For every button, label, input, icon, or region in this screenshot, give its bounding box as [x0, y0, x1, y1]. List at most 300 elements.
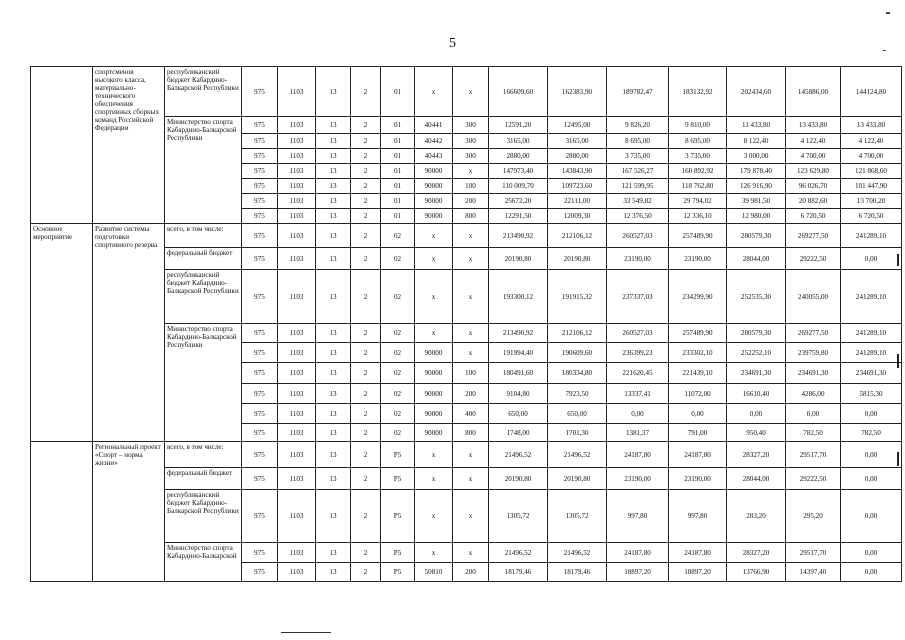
cell: 975 — [242, 117, 278, 134]
cell: 23190,00 — [669, 248, 727, 270]
cell: 0,00 — [841, 468, 902, 490]
cell: 100 — [453, 179, 489, 194]
cell: 2 — [351, 490, 381, 543]
cell: x — [415, 442, 453, 468]
cell: 0,00 — [841, 543, 902, 563]
cell: 2 — [351, 543, 381, 563]
cell: 12 980,00 — [727, 209, 786, 224]
cell: 234691,30 — [841, 363, 902, 384]
cell: 1103 — [278, 404, 316, 424]
footer-line — [281, 632, 331, 633]
cell: 1103 — [278, 179, 316, 194]
cell: 02 — [381, 343, 415, 363]
cell: 3 735,00 — [669, 149, 727, 164]
cell: 2 — [351, 149, 381, 164]
cell: 2 — [351, 209, 381, 224]
cell: 1103 — [278, 424, 316, 442]
cell: 25672,20 — [489, 194, 548, 209]
cell: 213490,92 — [489, 224, 548, 248]
cell: 191994,40 — [489, 343, 548, 363]
cell: 13 433,80 — [786, 117, 841, 134]
cell: 2880,00 — [548, 149, 607, 164]
cell: 975 — [242, 324, 278, 343]
cell: 18179,46 — [489, 563, 548, 582]
cell: 13 700,20 — [841, 194, 902, 209]
cell: 2 — [351, 67, 381, 117]
cell: 0,00 — [727, 404, 786, 424]
cell: 02 — [381, 324, 415, 343]
cell: 2 — [351, 324, 381, 343]
cell: 237337,03 — [607, 270, 669, 324]
cell: 20190,80 — [489, 248, 548, 270]
cell: 280579,30 — [727, 324, 786, 343]
cell: 1103 — [278, 563, 316, 582]
cell: Министерство спорта Кабардино-Балкарской Республики — [165, 117, 242, 224]
cell: 01 — [381, 194, 415, 209]
cell: 791,00 — [669, 424, 727, 442]
cell: 212106,12 — [548, 324, 607, 343]
cell: 01 — [381, 117, 415, 134]
cell: x — [453, 324, 489, 343]
cell: 975 — [242, 563, 278, 582]
cell: 239759,80 — [786, 343, 841, 363]
cell: 1305,72 — [489, 490, 548, 543]
cell: 12591,20 — [489, 117, 548, 134]
cell: x — [453, 164, 489, 179]
cell: 236399,23 — [607, 343, 669, 363]
cell: 12495,00 — [548, 117, 607, 134]
cell: 01 — [381, 179, 415, 194]
cell: 257489,90 — [669, 324, 727, 343]
cell: x — [453, 543, 489, 563]
cell: 5815,30 — [841, 384, 902, 404]
cell: 4286,00 — [786, 384, 841, 404]
cell: 650,00 — [489, 404, 548, 424]
cell: 121 868,60 — [841, 164, 902, 179]
cell: 3165,00 — [489, 134, 548, 149]
cell: x — [415, 490, 453, 543]
cell: 997,80 — [607, 490, 669, 543]
cell: 90000 — [415, 363, 453, 384]
cell: 13 — [316, 442, 351, 468]
cell: 12 376,50 — [607, 209, 669, 224]
cell: 260527,03 — [607, 224, 669, 248]
cell: x — [415, 248, 453, 270]
cell: 0,00 — [841, 490, 902, 543]
cell: 2 — [351, 563, 381, 582]
cell: 50810 — [415, 563, 453, 582]
cell: 167 526,27 — [607, 164, 669, 179]
cell: 13 — [316, 134, 351, 149]
cell: 202434,60 — [727, 67, 786, 117]
cell: 21496,52 — [548, 543, 607, 563]
cell: 2 — [351, 424, 381, 442]
scan-mark — [886, 12, 890, 14]
cell: Региональный проект «Спорт – норма жизни» — [93, 442, 165, 582]
cell: 13337,41 — [607, 384, 669, 404]
table-row — [31, 442, 902, 468]
cell: 975 — [242, 424, 278, 442]
cell — [31, 442, 93, 582]
cell: 975 — [242, 248, 278, 270]
cell: x — [415, 224, 453, 248]
cell: 29222,50 — [786, 248, 841, 270]
cell: 13 — [316, 384, 351, 404]
cell: 4 122,40 — [786, 134, 841, 149]
cell: 0,00 — [669, 404, 727, 424]
cell: 28327,20 — [727, 442, 786, 468]
cell: 975 — [242, 164, 278, 179]
cell: 200 — [453, 384, 489, 404]
cell: 1103 — [278, 149, 316, 164]
cell: 975 — [242, 468, 278, 490]
cell: 241289,10 — [841, 324, 902, 343]
cell: 997,80 — [669, 490, 727, 543]
cell: 800 — [453, 424, 489, 442]
cell: 90000 — [415, 343, 453, 363]
cell: 233302,10 — [669, 343, 727, 363]
cell: 02 — [381, 404, 415, 424]
cell: 252535,30 — [727, 270, 786, 324]
cell: 121 599,95 — [607, 179, 669, 194]
cell: 13 — [316, 363, 351, 384]
cell: 29222,50 — [786, 468, 841, 490]
cell: 782,50 — [841, 424, 902, 442]
cell: 200 — [453, 563, 489, 582]
cell: 90000 — [415, 164, 453, 179]
cell: x — [453, 490, 489, 543]
cell: 22111,00 — [548, 194, 607, 209]
cell: 2 — [351, 134, 381, 149]
cell: 179 878,40 — [727, 164, 786, 179]
cell: 4 700,00 — [841, 149, 902, 164]
cell: 1748,00 — [489, 424, 548, 442]
cell: 11072,00 — [669, 384, 727, 404]
cell: 02 — [381, 424, 415, 442]
cell: 02 — [381, 363, 415, 384]
cell: 02 — [381, 248, 415, 270]
cell: 1103 — [278, 117, 316, 134]
cell: 234691,30 — [727, 363, 786, 384]
cell: 23190,00 — [607, 248, 669, 270]
cell: 24187,80 — [607, 442, 669, 468]
cell: 12009,30 — [548, 209, 607, 224]
cell: 234691,30 — [786, 363, 841, 384]
cell: 2 — [351, 248, 381, 270]
cell: 13 — [316, 209, 351, 224]
cell: 183132,92 — [669, 67, 727, 117]
cell: 1103 — [278, 468, 316, 490]
cell: 975 — [242, 134, 278, 149]
cell: 975 — [242, 384, 278, 404]
cell: 975 — [242, 224, 278, 248]
cell: 12291,50 — [489, 209, 548, 224]
cell: 0,00 — [841, 563, 902, 582]
cell: 300 — [453, 134, 489, 149]
cell: 13 — [316, 67, 351, 117]
cell: 2 — [351, 384, 381, 404]
cell: x — [415, 324, 453, 343]
cell: Развитие системы подготовки спортивного резерва — [93, 224, 165, 442]
cell: 180334,80 — [548, 363, 607, 384]
cell: 975 — [242, 490, 278, 543]
cell: 295,20 — [786, 490, 841, 543]
cell: 975 — [242, 179, 278, 194]
cell: 1103 — [278, 224, 316, 248]
cell: 02 — [381, 270, 415, 324]
cell: x — [415, 67, 453, 117]
cell: Министерство спорта Кабардино-Балкарской Республики — [165, 324, 242, 442]
table-row — [31, 67, 902, 117]
cell: 260527,03 — [607, 324, 669, 343]
cell: федеральный бюджет — [165, 468, 242, 490]
cell: 96 026,70 — [786, 179, 841, 194]
cell: 1305,72 — [548, 490, 607, 543]
cell: 13 — [316, 490, 351, 543]
cell: 29517,70 — [786, 543, 841, 563]
cell: 2 — [351, 442, 381, 468]
cell: 123 629,80 — [786, 164, 841, 179]
cell: 1103 — [278, 442, 316, 468]
cell: 144124,80 — [841, 67, 902, 117]
page-number: 5 — [449, 36, 456, 51]
cell: 1103 — [278, 384, 316, 404]
cell: 21496,52 — [489, 543, 548, 563]
cell: 221439,10 — [669, 363, 727, 384]
cell: 975 — [242, 67, 278, 117]
cell: 2 — [351, 343, 381, 363]
cell: 1103 — [278, 543, 316, 563]
cell: 180491,60 — [489, 363, 548, 384]
cell: 23190,00 — [669, 468, 727, 490]
cell: 2 — [351, 164, 381, 179]
cell: 13 — [316, 164, 351, 179]
cell: 1103 — [278, 164, 316, 179]
scan-mark — [883, 50, 886, 51]
cell: 13 433,80 — [841, 117, 902, 134]
cell: 109723,60 — [548, 179, 607, 194]
cell: x — [453, 248, 489, 270]
cell: 13766,90 — [727, 563, 786, 582]
cell: 90000 — [415, 209, 453, 224]
cell: 18179,46 — [548, 563, 607, 582]
cell: x — [453, 343, 489, 363]
cell: 23190,00 — [607, 468, 669, 490]
cell: 12 336,10 — [669, 209, 727, 224]
cell: 241289,10 — [841, 343, 902, 363]
cell: P5 — [381, 543, 415, 563]
cell: 28044,00 — [727, 468, 786, 490]
cell: 252252,10 — [727, 343, 786, 363]
budget-table — [30, 66, 887, 582]
cell: 8 122,40 — [727, 134, 786, 149]
cell: 1103 — [278, 248, 316, 270]
cell: x — [453, 442, 489, 468]
cell: x — [415, 468, 453, 490]
cell: 1103 — [278, 194, 316, 209]
cell: 2 — [351, 404, 381, 424]
cell: 1381,37 — [607, 424, 669, 442]
cell: 13 — [316, 149, 351, 164]
cell: 13 — [316, 343, 351, 363]
cell: 0,00 — [841, 248, 902, 270]
cell — [31, 67, 93, 224]
cell: 213490,92 — [489, 324, 548, 343]
cell: 8 695,00 — [669, 134, 727, 149]
cell: 18897,20 — [607, 563, 669, 582]
cell: 0,00 — [607, 404, 669, 424]
cell: 280579,30 — [727, 224, 786, 248]
cell: 29 794,02 — [669, 194, 727, 209]
cell: 18897,20 — [669, 563, 727, 582]
cell: 145886,00 — [786, 67, 841, 117]
cell: 2 — [351, 179, 381, 194]
cell: 20190,80 — [489, 468, 548, 490]
cell: 02 — [381, 384, 415, 404]
cell: 13 — [316, 179, 351, 194]
cell: 20 882,60 — [786, 194, 841, 209]
cell: 975 — [242, 442, 278, 468]
cell: P5 — [381, 490, 415, 543]
cell: 234299,90 — [669, 270, 727, 324]
cell: 13 — [316, 194, 351, 209]
cell: 13 — [316, 248, 351, 270]
cell: 975 — [242, 194, 278, 209]
cell: 143843,90 — [548, 164, 607, 179]
cell: 3165,00 — [548, 134, 607, 149]
cell: 8 695,00 — [607, 134, 669, 149]
cell: 126 916,90 — [727, 179, 786, 194]
cell: 21496,52 — [548, 442, 607, 468]
cell: 28044,00 — [727, 248, 786, 270]
cell: 01 — [381, 209, 415, 224]
cell: 101 447,90 — [841, 179, 902, 194]
cell: 975 — [242, 404, 278, 424]
cell: 2 — [351, 194, 381, 209]
cell: 01 — [381, 67, 415, 117]
cell: 2 — [351, 270, 381, 324]
cell: 13 — [316, 424, 351, 442]
cell: 90000 — [415, 384, 453, 404]
cell: 90000 — [415, 194, 453, 209]
cell: 975 — [242, 209, 278, 224]
cell: P5 — [381, 442, 415, 468]
cell: республиканский бюджет Кабардино-Балкарской Республики — [165, 490, 242, 543]
cell: 29517,70 — [786, 442, 841, 468]
cell: 40442 — [415, 134, 453, 149]
cell: 221620,45 — [607, 363, 669, 384]
cell: 6 720,50 — [786, 209, 841, 224]
cell: 28327,20 — [727, 543, 786, 563]
cell: 33 549,82 — [607, 194, 669, 209]
cell: 9 810,00 — [669, 117, 727, 134]
cell: 283,20 — [727, 490, 786, 543]
cell: 160 892,92 — [669, 164, 727, 179]
cell: 975 — [242, 363, 278, 384]
cell: x — [453, 67, 489, 117]
cell: 40441 — [415, 117, 453, 134]
cell: 16610,40 — [727, 384, 786, 404]
cell: 01 — [381, 149, 415, 164]
cell: 2880,00 — [489, 149, 548, 164]
cell: x — [453, 224, 489, 248]
cell: 200 — [453, 194, 489, 209]
cell: 166609,60 — [489, 67, 548, 117]
cell: 1103 — [278, 343, 316, 363]
cell: 1103 — [278, 67, 316, 117]
cell: Министерство спорта Кабардино-Балкарской — [165, 543, 242, 582]
cell: 190609,60 — [548, 343, 607, 363]
cell: 269277,50 — [786, 224, 841, 248]
cell: 975 — [242, 543, 278, 563]
cell: 11 433,80 — [727, 117, 786, 134]
cell: 1103 — [278, 490, 316, 543]
cell: 90000 — [415, 179, 453, 194]
cell: 90000 — [415, 424, 453, 442]
cell: 40443 — [415, 149, 453, 164]
cell: 3 735,00 — [607, 149, 669, 164]
cell: 13 — [316, 404, 351, 424]
cell: 110 009,70 — [489, 179, 548, 194]
cell: 1103 — [278, 363, 316, 384]
cell: 100 — [453, 363, 489, 384]
cell: 782,50 — [786, 424, 841, 442]
cell: 3 000,00 — [727, 149, 786, 164]
cell: 0,00 — [841, 404, 902, 424]
cell: 13 — [316, 468, 351, 490]
cell: 24187,80 — [607, 543, 669, 563]
cell: 650,00 — [548, 404, 607, 424]
cell: 24187,80 — [669, 543, 727, 563]
cell: 0,00 — [841, 442, 902, 468]
cell: 2 — [351, 468, 381, 490]
cell: 2 — [351, 117, 381, 134]
cell: республиканский бюджет Кабардино-Балкарской Республики — [165, 270, 242, 324]
cell: 4 122,40 — [841, 134, 902, 149]
cell: 01 — [381, 134, 415, 149]
cell: 20190,80 — [548, 248, 607, 270]
cell: 1103 — [278, 324, 316, 343]
cell: 240055,00 — [786, 270, 841, 324]
cell: 193300,12 — [489, 270, 548, 324]
cell: 9 826,20 — [607, 117, 669, 134]
cell: 191915,32 — [548, 270, 607, 324]
cell: 2 — [351, 363, 381, 384]
table-row — [31, 224, 902, 248]
cell: 162383,90 — [548, 67, 607, 117]
cell: 39 981,50 — [727, 194, 786, 209]
cell: 13 — [316, 543, 351, 563]
cell: 975 — [242, 149, 278, 164]
cell: 01 — [381, 164, 415, 179]
cell: 147973,40 — [489, 164, 548, 179]
cell: 800 — [453, 209, 489, 224]
cell: 21496,52 — [489, 442, 548, 468]
cell: x — [415, 270, 453, 324]
cell: x — [453, 270, 489, 324]
cell: 241289,10 — [841, 224, 902, 248]
cell: 269277,50 — [786, 324, 841, 343]
cell: 13 — [316, 117, 351, 134]
cell: 1103 — [278, 209, 316, 224]
cell: 975 — [242, 270, 278, 324]
cell: 9104,80 — [489, 384, 548, 404]
cell: Основное мероприятие — [31, 224, 93, 442]
cell: 02 — [381, 224, 415, 248]
cell: 7923,50 — [548, 384, 607, 404]
cell: 118 762,80 — [669, 179, 727, 194]
cell: 24187,80 — [669, 442, 727, 468]
